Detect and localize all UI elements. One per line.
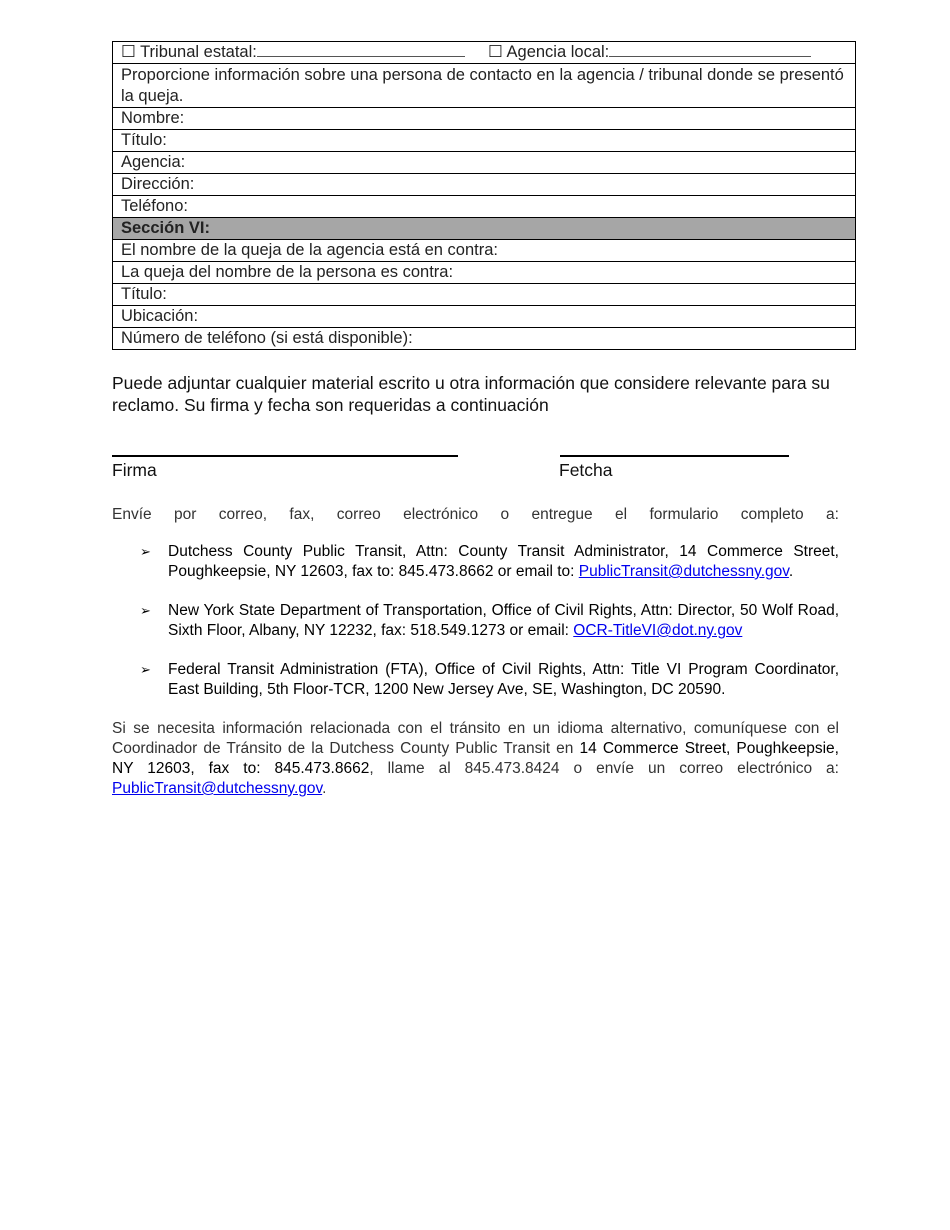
arrow-bullet-icon: ➢ [140,662,151,677]
arrow-bullet-icon: ➢ [140,544,151,559]
closing-email-link[interactable]: PublicTransit@dutchessny.gov [112,780,323,797]
nysdot-email-link[interactable]: OCR-TitleVI@dot.ny.gov [573,622,743,639]
agency-against-field[interactable]: El nombre de la queja de la agencia está en contra: [113,240,856,262]
recipient-nysdot: ➢ New York State Department of Transportation, Office of Civil Rights, Attn: Director, 50 Wolf Road, Sixth Floor, Albany, NY 12232, fax: 518.549.1273 or email: OCR-TitleVI@dot.ny.gov [140,602,839,639]
section-vi-header: Sección VI: [113,218,856,240]
person-against-field[interactable]: La queja del nombre de la persona es contra: [113,262,856,284]
send-instructions: Envíe por correo, fax, correo electrónico o entregue el formulario completo a: [112,506,839,523]
attach-note: Puede adjuntar cualquier material escrito u otra información que considere relevante para su reclamo. Su firma y fecha son requeridas a continuación [112,373,830,415]
contact-title-field[interactable]: Título: [113,130,856,152]
recipient-fta: ➢ Federal Transit Administration (FTA), Office of Civil Rights, Attn: Title VI Program Coordinator, East Building, 5th Floor-TCR, 1200 New Jersey Ave, SE, Washington, DC 20590. [140,661,839,698]
state-court-checkbox[interactable]: ☐ Tribunal estatal: [121,43,257,61]
date-label: Fetcha [559,460,613,480]
recipient-dutchess: ➢ Dutchess County Public Transit, Attn: County Transit Administrator, 14 Commerce Street, Poughkeepsie, NY 12603, fax to: 845.473.8662 or email to: PublicTransit@dutchessny.gov. [140,543,839,580]
document-page [112,41,857,799]
phone-number-field[interactable]: Número de teléfono (si está disponible): [113,328,856,350]
state-court-blank[interactable] [257,44,465,57]
person-title-field[interactable]: Título: [113,284,856,306]
dutchess-email-link[interactable]: PublicTransit@dutchessny.gov [578,563,789,580]
local-agency-blank[interactable] [609,44,811,57]
contact-address-field[interactable]: Dirección: [113,174,856,196]
signature-label: Firma [112,460,157,480]
agency-type-row [113,42,856,64]
signature-block [112,438,857,498]
signature-line[interactable] [112,455,458,457]
complaint-form-table [112,41,856,350]
recipient-list [112,542,839,700]
alternative-language-note: Si se necesita información relacionada con el tránsito en un idioma alternativo, comuníquese con el Coordinador de Tránsito de la Dutchess County Public Transit en 14 Commerce Street, Poughkeepsie, NY 12603, fax to: 845.473.8662, llame al 845.473.8424 o envíe un correo electrónico a: PublicTransit@dutchessny.gov. [112,720,839,797]
arrow-bullet-icon: ➢ [140,603,151,618]
date-line[interactable] [560,455,789,457]
contact-agency-field[interactable]: Agencia: [113,152,856,174]
contact-name-field[interactable]: Nombre: [113,108,856,130]
contact-prompt: Proporcione información sobre una persona de contacto en la agencia / tribunal donde se presentó la queja. [113,64,856,108]
contact-phone-field[interactable]: Teléfono: [113,196,856,218]
location-field[interactable]: Ubicación: [113,306,856,328]
local-agency-checkbox[interactable]: ☐ Agencia local: [488,43,610,61]
